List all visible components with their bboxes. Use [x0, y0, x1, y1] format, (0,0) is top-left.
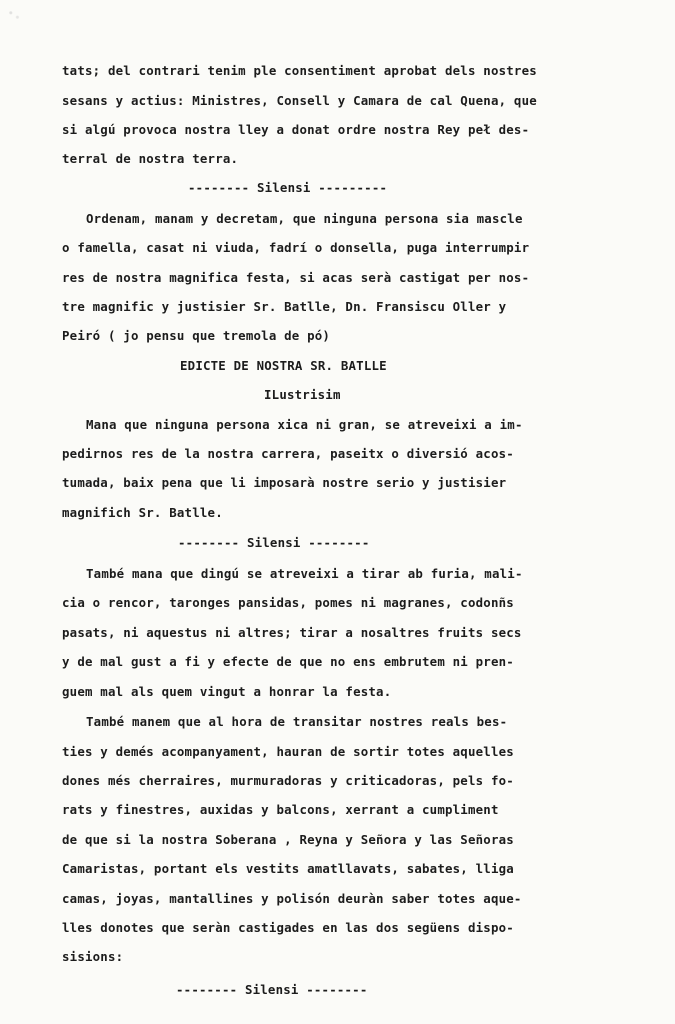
section-divider: -------- Silensi --------	[178, 535, 370, 550]
paper-speck	[2, 4, 24, 26]
text-line: sesans y actius: Ministres, Consell y Camara de cal Quena, que	[62, 93, 537, 108]
text-line: Peiró ( jo pensu que tremola de pó)	[62, 328, 331, 343]
text-line: També mana que dingú se atreveixi a tirar ab furia, mali-	[86, 566, 523, 581]
text-line: camas, joyas, mantallines y polisón deuràn saber totes aque-	[62, 891, 522, 906]
text-line: lles donotes que seràn castigades en las dos següens dispo-	[62, 920, 514, 935]
text-line: guem mal als quem vingut a honrar la festa.	[62, 684, 392, 699]
text-line: Ordenam, manam y decretam, que ninguna persona sia mascle	[86, 211, 523, 226]
text-line: ties y demés acompanyament, hauran de sortir totes aquelles	[62, 744, 514, 759]
text-line: També manem que al hora de transitar nostres reals bes-	[86, 714, 508, 729]
text-line: terral de nostra terra.	[62, 151, 239, 166]
text-line: Mana que ninguna persona xica ni gran, se atreveixi a im-	[86, 417, 523, 432]
text-line: Camaristas, portant els vestits amatllavats, sabates, lliga	[62, 861, 514, 876]
text-line: pasats, ni aquestus ni altres; tirar a nosaltres fruits secs	[62, 625, 522, 640]
section-divider: -------- Silensi --------	[176, 982, 368, 997]
text-line: tumada, baix pena que li imposarà nostre serio y justisier	[62, 475, 507, 490]
text-line: o famella, casat ni viuda, fadrí o donsella, puga interrumpir	[62, 240, 530, 255]
text-line: res de nostra magnifica festa, si acas serà castigat per nos-	[62, 270, 530, 285]
edict-heading: EDICTE DE NOSTRA SR. BATLLE	[180, 358, 387, 373]
text-line: tre magnific y justisier Sr. Batlle, Dn. Fransiscu Oller y	[62, 299, 507, 314]
text-line: magnifich Sr. Batlle.	[62, 505, 223, 520]
text-line: si algú provoca nostra lley a donat ordre nostra Rey peł des-	[62, 122, 530, 137]
text-line: pedirnos res de la nostra carrera, paseitx o diversió acos-	[62, 446, 514, 461]
text-line: dones més cherraires, murmuradoras y criticadoras, pels fo-	[62, 773, 514, 788]
text-line: sisions:	[62, 949, 124, 964]
text-line: cia o rencor, taronges pansidas, pomes ni magranes, codonñs	[62, 595, 514, 610]
text-line: tats; del contrari tenim ple consentiment aprobat dels nostres	[62, 63, 537, 78]
text-line: rats y finestres, auxidas y balcons, xerrant a cumpliment	[62, 802, 499, 817]
text-line: y de mal gust a fi y efecte de que no ens embrutem ni pren-	[62, 654, 514, 669]
text-line: de que si la nostra Soberana , Reyna y Señora y las Señoras	[62, 832, 514, 847]
section-divider: -------- Silensi ---------	[188, 180, 388, 195]
edict-subheading: ILustrisim	[264, 387, 341, 402]
